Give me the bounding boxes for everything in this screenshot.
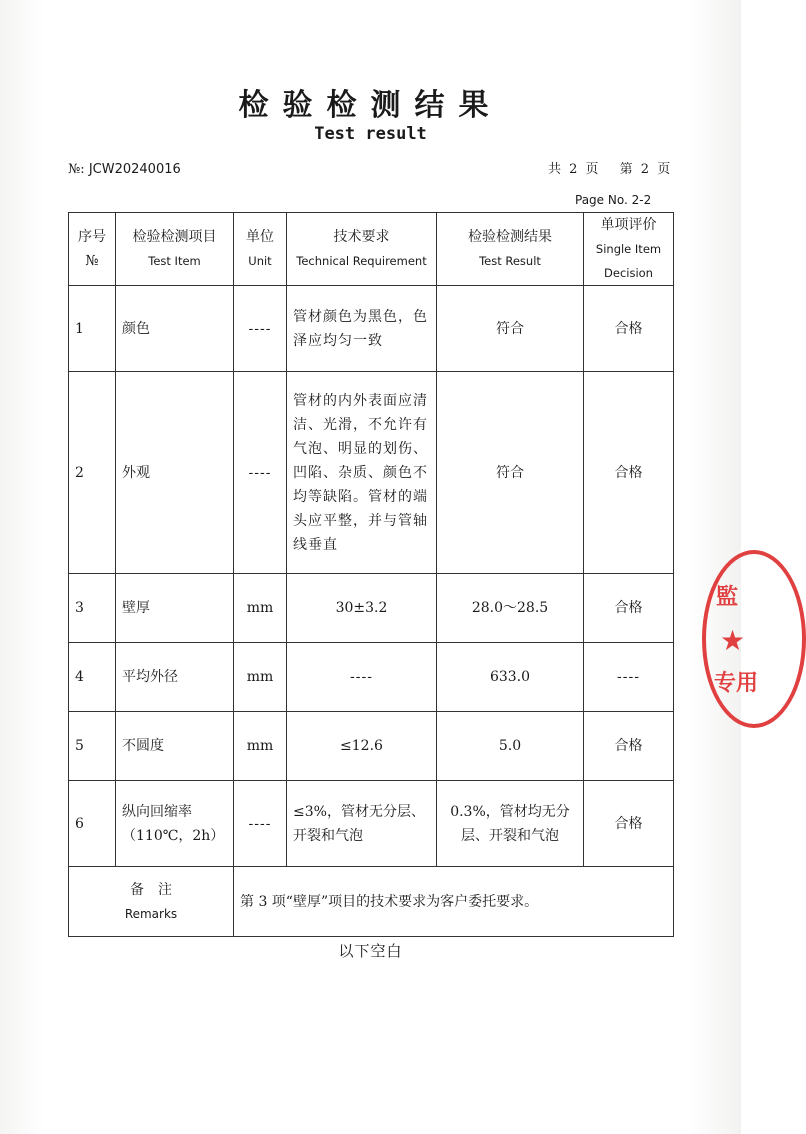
- table-row: [69, 286, 674, 372]
- cell-decision: 合格: [584, 286, 674, 372]
- blank-below-note: 以下空白: [338, 942, 403, 960]
- header-cell-item: 检验检测项目 Test Item: [116, 213, 234, 286]
- cell-item: 外观: [116, 372, 234, 574]
- table-row: [69, 574, 674, 643]
- cell-no: 6: [69, 781, 116, 867]
- header-cell-result: 检验检测结果 Test Result: [437, 213, 584, 286]
- cell-decision: 合格: [584, 712, 674, 781]
- cell-decision: 合格: [584, 781, 674, 867]
- header-cell-decision: 单项评价 Single Item Decision: [584, 213, 674, 286]
- table-row: [69, 781, 674, 867]
- cell-item: 纵向回缩率（110℃，2h）: [116, 781, 234, 867]
- cell-result: 0.3%，管材均无分层、开裂和气泡: [437, 781, 584, 867]
- cell-unit: ----: [234, 286, 287, 372]
- report-number-label: №:: [68, 162, 85, 177]
- table-row: [69, 372, 674, 574]
- remarks-text: 第 3 项“壁厚”项目的技术要求为客户委托要求。: [234, 867, 674, 937]
- cell-no: 5: [69, 712, 116, 781]
- table-row: [69, 643, 674, 712]
- cell-no: 4: [69, 643, 116, 712]
- cell-item: 平均外径: [116, 643, 234, 712]
- cell-result: 符合: [437, 372, 584, 574]
- page-count: 共 2 页 第 2 页: [548, 162, 671, 177]
- cell-result: 5.0: [437, 712, 584, 781]
- cell-requirement: ----: [287, 643, 437, 712]
- page-title: 检验检测结果: [238, 88, 503, 123]
- cell-result: 符合: [437, 286, 584, 372]
- cell-unit: mm: [234, 712, 287, 781]
- cell-unit: mm: [234, 574, 287, 643]
- page-subtitle: Test result: [314, 124, 427, 144]
- stamp-star-icon: ★: [720, 624, 746, 657]
- cell-unit: ----: [234, 781, 287, 867]
- cell-requirement: 管材的内外表面应清洁、光滑，不允许有气泡、明显的划伤、凹陷、杂质、颜色不均等缺陷。管材的端头应平整，并与管轴线垂直: [287, 372, 437, 574]
- table-row: [69, 712, 674, 781]
- red-seal-stamp: 監 ★ 专用: [702, 550, 806, 728]
- table-header-row: [69, 213, 674, 286]
- header-cell-no: 序号 №: [69, 213, 116, 286]
- cell-unit: mm: [234, 643, 287, 712]
- cell-no: 1: [69, 286, 116, 372]
- header-cell-unit: 单位 Unit: [234, 213, 287, 286]
- report-number-value: JCW20240016: [88, 162, 181, 177]
- cell-result: 633.0: [437, 643, 584, 712]
- cell-requirement: ≤3%，管材无分层、开裂和气泡: [287, 781, 437, 867]
- remarks-label: 备 注 Remarks: [69, 867, 234, 937]
- cell-result: 28.0～28.5: [437, 574, 584, 643]
- cell-decision: 合格: [584, 574, 674, 643]
- cell-unit: ----: [234, 372, 287, 574]
- remarks-row: [69, 867, 674, 937]
- header-cell-requirement: 技术要求 Technical Requirement: [287, 213, 437, 286]
- cell-requirement: 30±3.2: [287, 574, 437, 643]
- cell-requirement: 管材颜色为黑色，色泽应均匀一致: [287, 286, 437, 372]
- cell-item: 不圆度: [116, 712, 234, 781]
- cell-decision: ----: [584, 643, 674, 712]
- cell-no: 2: [69, 372, 116, 574]
- cell-no: 3: [69, 574, 116, 643]
- page-number: Page No. 2-2: [575, 193, 652, 207]
- report-number: [68, 162, 181, 177]
- cell-item: 壁厚: [116, 574, 234, 643]
- cell-requirement: ≤12.6: [287, 712, 437, 781]
- test-result-table: [68, 212, 674, 937]
- cell-decision: 合格: [584, 372, 674, 574]
- cell-item: 颜色: [116, 286, 234, 372]
